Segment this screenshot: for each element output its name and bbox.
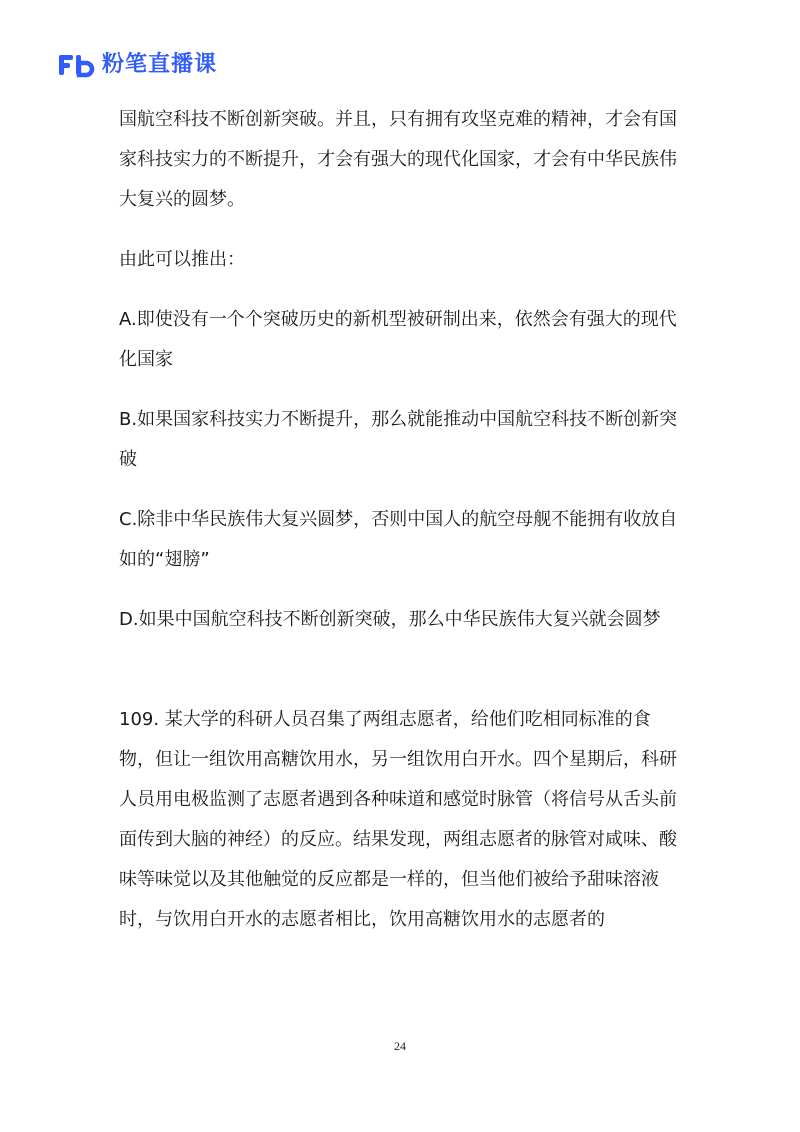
option-a: A.即使没有一个个突破历史的新机型被研制出来，依然会有强大的现代化国家 — [119, 309, 677, 370]
question-109: 109. 某大学的科研人员召集了两组志愿者，给他们吃相同标准的食物，但让一组饮用高糖饮用水，另一组饮用白开水。四个星期后，科研人员用电极监测了志愿者遇到各种味道和感觉时脉管（将信号从舌头前面传到大脑的神经）的反应。结果发现，两组志愿者的脉管对咸味、酸味等味觉以及其他触觉的反应都是一样的，但当他们被给予甜味溶液时，与饮用白开水的志愿者相比，饮用高糖饮用水的志愿者的 — [119, 709, 677, 930]
passage-continuation: 国航空科技不断创新突破。并且，只有拥有攻坚克难的精神，才会有国家科技实力的不断提升，才会有强大的现代化国家，才会有中华民族伟大复兴的圆梦。 — [119, 109, 677, 210]
question-prompt: 由此可以推出： — [119, 249, 245, 270]
document-body — [119, 100, 679, 940]
option-c: C.除非中华民族伟大复兴圆梦，否则中国人的航空母舰不能拥有收放自如的“翅膀” — [119, 509, 678, 570]
page-header — [58, 50, 217, 80]
option-b: B.如果国家科技实力不断提升，那么就能推动中国航空科技不断创新突破 — [119, 409, 678, 470]
fb-logo-icon — [58, 52, 96, 78]
option-d: D.如果中国航空科技不断创新突破，那么中华民族伟大复兴就会圆梦 — [119, 609, 661, 630]
brand-logo-text: 粉笔直播课 — [102, 52, 218, 77]
page-number: 24 — [394, 1039, 406, 1053]
